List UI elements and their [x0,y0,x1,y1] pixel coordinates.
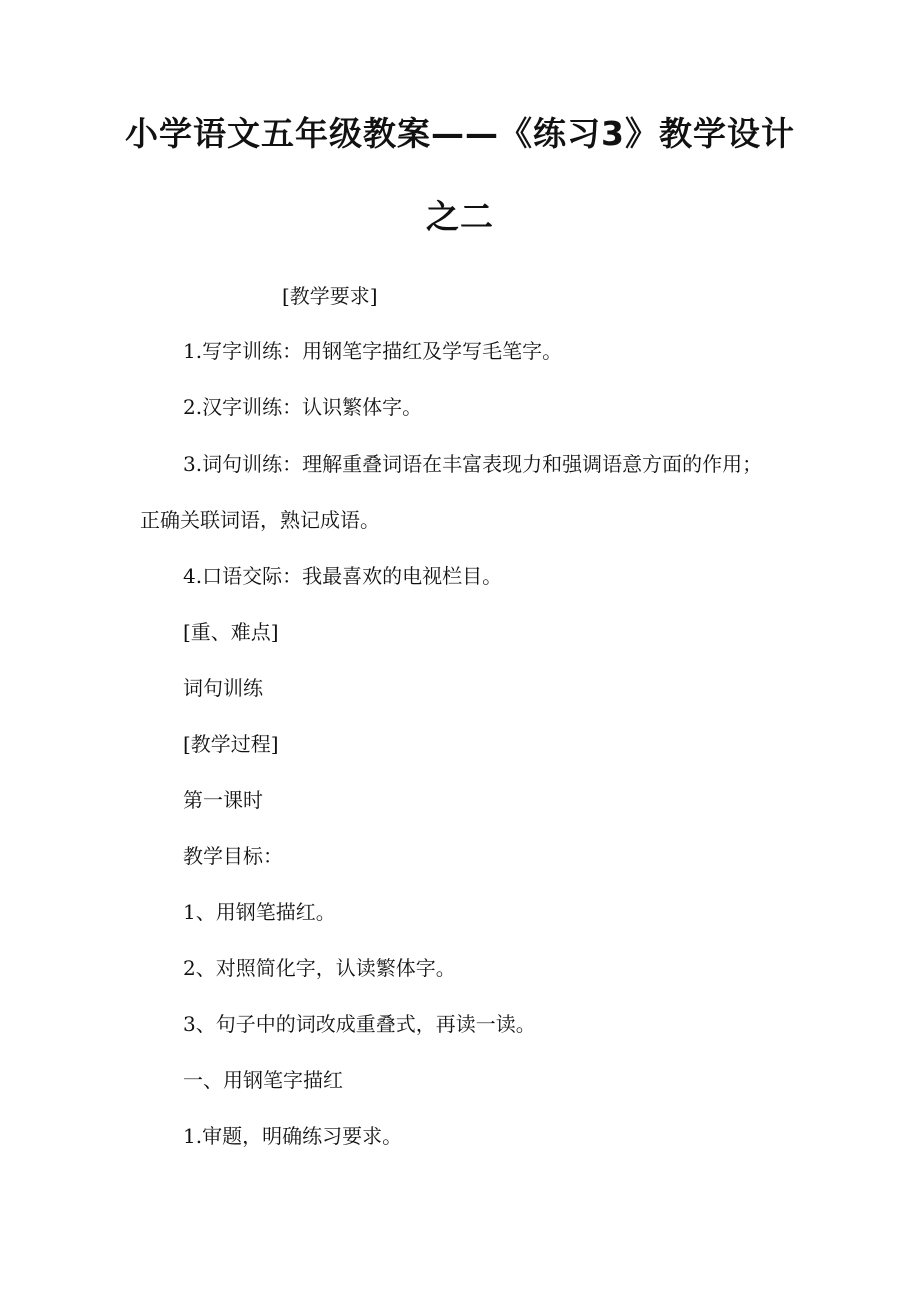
document-title-line-1: 小学语文五年级教案——《练习3》教学设计 [125,114,795,153]
objective-item-1: 1、用钢笔描红。 [183,900,336,924]
section-heading-teaching-requirements: [教学要求] [282,284,378,308]
requirement-item-3: 3.词句训练：理解重叠词语在丰富表现力和强调语意方面的作用； [183,452,763,476]
objective-item-2: 2、对照简化字，认读繁体字。 [183,956,456,980]
requirement-item-1: 1.写字训练：用钢笔字描红及学写毛笔字。 [183,339,563,363]
key-points-text: 词句训练 [183,676,263,700]
objective-item-3: 3、句子中的词改成重叠式，再读一读。 [183,1012,536,1036]
section-heading-key-points: [重、难点] [183,620,279,644]
section-heading-teaching-process: [教学过程] [183,732,279,756]
document-title-line-2: 之二 [426,197,494,236]
requirement-item-4: 4.口语交际：我最喜欢的电视栏目。 [183,564,503,588]
teaching-objectives-heading: 教学目标： [183,844,283,868]
requirement-item-3-continued: 正确关联词语，熟记成语。 [140,508,380,532]
lesson-period-heading: 第一课时 [183,788,263,812]
requirement-item-2: 2.汉字训练：认识繁体字。 [183,395,423,419]
step-item-1: 1.审题，明确练习要求。 [183,1124,403,1148]
step-heading-1: 一、用钢笔字描红 [183,1068,343,1092]
